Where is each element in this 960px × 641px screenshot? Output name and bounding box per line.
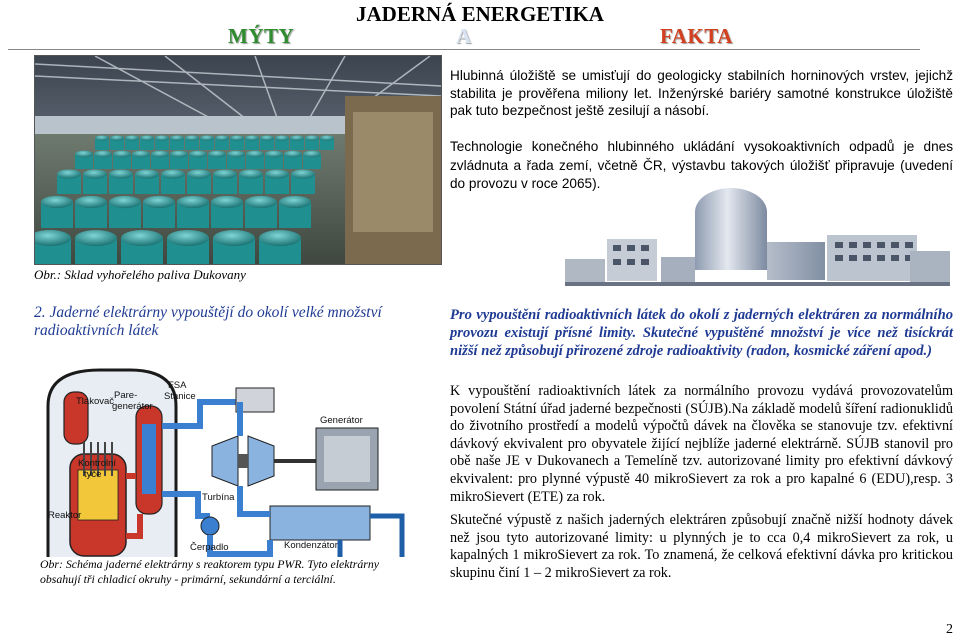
cask-lid [167, 230, 209, 246]
header-word-and: A [456, 24, 472, 48]
cask-lid [135, 169, 159, 178]
condenser-icon [270, 506, 370, 540]
cask-lid [208, 151, 226, 158]
label-steam-generator-1: Pare- [114, 390, 138, 401]
cask-lid [75, 230, 117, 246]
cask-lid [303, 151, 321, 158]
storage-photo [34, 55, 442, 265]
cask-lid [125, 135, 139, 140]
cask-lid [143, 196, 175, 208]
cask-lid [41, 196, 73, 208]
header-divider [8, 49, 920, 50]
cask-lid [185, 135, 199, 140]
cask-lid [187, 169, 211, 178]
cask-lid [239, 169, 263, 178]
cask-lid [215, 135, 229, 140]
cask-lid [121, 230, 163, 246]
cask-lid [170, 151, 188, 158]
cask-lid [291, 169, 315, 178]
cask-lid [320, 135, 334, 140]
label-control-rods-2: tyče [84, 469, 102, 480]
cask-lid [94, 151, 112, 158]
cask-lid [265, 169, 289, 178]
myth-2-heading: 2. Jaderné elektrárny vypouštějí do okolí velké množství radioaktivních látek [34, 304, 382, 339]
label-turbine: Turbína [202, 492, 235, 503]
cask-lid [279, 196, 311, 208]
cask-lid [151, 151, 169, 158]
cask-lid [109, 169, 133, 178]
storage-hall-illustration [35, 56, 441, 264]
label-fsa-1: FSA [168, 380, 187, 391]
cask-lid [113, 151, 131, 158]
fact-2-statement: Pro vypouštění radioaktivních látek do okolí z jaderných elektráren za normálního provozu existují přísné limity. Skutečné vypuštěné množství je více než tisíckrát nižší než způsobují přirozené zdroje radioaktivity (radon, kosmické záření apod.) [450, 307, 953, 359]
cask-lid [246, 151, 264, 158]
label-pressurizer: Tlakovač [76, 396, 115, 407]
pwr-schematic [40, 366, 415, 583]
cask-lid [265, 151, 283, 158]
cask-lid [245, 196, 277, 208]
cask-lid [75, 196, 107, 208]
label-reactor: Reaktor [48, 510, 82, 521]
label-steam-generator-2: generátor [112, 401, 153, 412]
cask-lid [140, 135, 154, 140]
cask-lid [259, 230, 301, 246]
label-pump: Čerpadlo [190, 542, 229, 553]
cask-lid [161, 169, 185, 178]
cask-lid [245, 135, 259, 140]
page-number: 2 [946, 622, 953, 637]
power-plant-illustration [565, 187, 950, 292]
cask-lid [189, 151, 207, 158]
cask-lid [230, 135, 244, 140]
label-fsa-2: Stanice [164, 391, 196, 402]
page-title: JADERNÁ ENERGETIKA [356, 2, 604, 26]
actual-releases-paragraph: Skutečné výpustě z našich jaderných elektráren způsobují značně nižší hodnoty dávek než jsou tyto autorizované limity: u plynných je to cca 0,4 mikroSievert za rok, u kapalných 1 mikroSievert za rok. To znamená, že celková efektivní dávka pro kritickou skupinu činí 1 – 2 mikroSievert za rok. [450, 512, 953, 581]
cask-lid [305, 135, 319, 140]
release-limits-paragraph: K vypouštění radioaktivních látek za normálního provozu vydává provozovatelům povolení Státní úřad jaderné bezpečnosti (SÚJB).Na základě modelů šíření radionuklidů do životního prostředí a modelů výpočtů dávek na člověka se stanovuje tzv. efektivní dávkový ekvivalent pro obyvatele žijící nejblíže jaderné elektrárně. SÚJB stanovil pro obě naše JE v Dukovanech a Temelíně tzv. autorizované limity pro efektivní dávkový ekvivalent: pro plynné výpustě 40 mikroSievert za rok a pro kapalné 6 (EDU),resp. 3 mikroSievert (ETE) za rok. [450, 383, 953, 505]
cask-lid [109, 196, 141, 208]
cask-lid [200, 135, 214, 140]
pump-icon [201, 517, 219, 535]
label-control-rods-1: Kontrolní [78, 458, 117, 469]
cask-lid [260, 135, 274, 140]
cask-lid [213, 230, 255, 246]
cask-lid [83, 169, 107, 178]
diagram-caption: Obr: Schéma jaderné elektrárny s reaktorem typu PWR. Tyto elektrárny obsahují tři chladicí okruhy - primární, sekundární a terciální. [40, 557, 418, 587]
cask-lid [227, 151, 245, 158]
label-condenser: Kondenzátor [284, 540, 338, 551]
cask-lid [213, 169, 237, 178]
header-word-myths: MÝTY [228, 24, 295, 48]
cask-lid [290, 135, 304, 140]
containment-dome-icon [695, 188, 767, 270]
cask-lid [275, 135, 289, 140]
repository-stability-paragraph: Hlubinná úložiště se umisťují do geologicky stabilních horninových vrstev, jejichž stabilita je prověřena miliony let. Inženýrské bariéry samotné konstrukce úložiště pak tuto bezpečnost ještě zesilují a násobí. [450, 68, 953, 119]
header-word-facts: FAKTA [660, 24, 733, 48]
cask-lid [170, 135, 184, 140]
cask-lid [95, 135, 109, 140]
repository-technology-paragraph: Technologie konečného hlubinného ukládání vysokoaktivních odpadů je dnes zvládnuta a řada zemí, včetně ČR, výstavbu takových úložišť připravuje (uvedení do provozu v roce 2065). [450, 139, 953, 191]
label-generator: Generátor [320, 415, 363, 426]
cask-lid [132, 151, 150, 158]
cask-rows [35, 135, 334, 264]
cask-lid [177, 196, 209, 208]
cask-lid [211, 196, 243, 208]
cask-lid [57, 169, 81, 178]
cask-lid [284, 151, 302, 158]
cask-lid [110, 135, 124, 140]
photo-caption: Obr.: Sklad vyhořelého paliva Dukovany [34, 267, 246, 282]
cask-lid [155, 135, 169, 140]
cask-lid [75, 151, 93, 158]
